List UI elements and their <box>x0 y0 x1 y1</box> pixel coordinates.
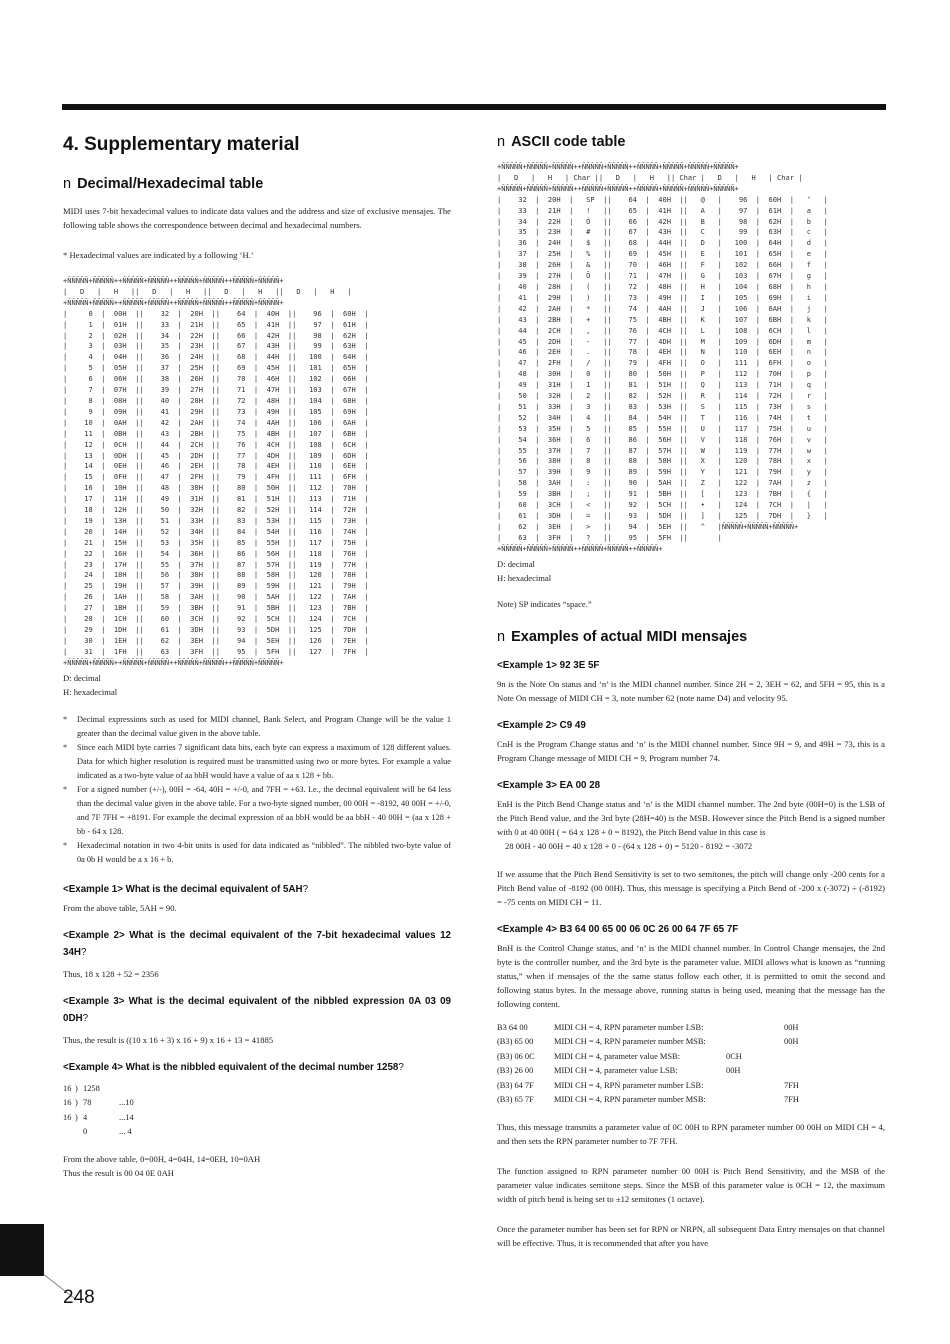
midi-example-4-body-2: Thus, this message transmits a parameter value of 0C 00H to RPN parameter number 00 00H on MIDI CH = 4, and then sets the RPN parameter number to 7F 7FH. <box>497 1121 885 1146</box>
example-1-body: From the above table, 5AH = 90. <box>63 902 177 913</box>
rpn-row: B3 64 00 MIDI CH = 4, RPN parameter number LSB: 00H <box>497 1022 799 1032</box>
rpn-row: (B3) 65 7F MIDI CH = 4, RPN parameter number MSB: 7FH <box>497 1095 799 1105</box>
page-number: 248 <box>63 1287 95 1308</box>
division-row: 0 ... 4 <box>83 1127 132 1137</box>
dec-hex-table: +ÑÑÑÑÑ+ÑÑÑÑÑ++ÑÑÑÑÑ+ÑÑÑÑÑ++ÑÑÑÑÑ+ÑÑÑÑÑ++ÑÑÑÑÑ+ÑÑÑÑÑ+ | D | H || D | H || D | H || D | H | +ÑÑÑÑÑ+ÑÑÑÑÑ++ÑÑÑÑÑ+ÑÑÑÑÑ++ÑÑÑÑÑ+ÑÑÑÑÑ++ÑÑÑÑÑ+ÑÑÑÑÑ+ | 0 | 00H || 32 | 20H || 64 | 40H || 96 | 60H | | 1 | 01H || 33 | 21H || 65 | 41H || 97 | 61H | | 2 | 02H || 34 | 22H || 66 | 42H || 98 | 62H | | 3 | 03H || 35 | 23H || 67 | 43H || 99 | 63H | | 4 | 04H || 36 | 24H || 68 | 44H || 100 | 64H | | 5 | 05H || 37 | 25H || 69 | 45H || 101 | 65H | | 6 | 06H || 38 | 26H || 70 | 46H || 102 | 66H | | 7 | 07H || 39 | 27H || 71 | 47H || 103 | 67H | | 8 | 08H || 40 | 28H || 72 | 48H || 104 | 68H | | 9 | 09H || 41 | 29H || 73 | 49H || 105 | 69H | | 10 | 0AH || 42 | 2AH || 74 | 4AH || 106 | 6AH | | 11 | 0BH || 43 | 2BH || 75 | 4BH || 107 | 6BH | | 12 | 0CH || 44 | 2CH || 76 | 4CH || 108 | 6CH | | 13 | 0DH || 45 | 2DH || 77 | 4DH || 109 | 6DH | | 14 | 0EH || 46 | 2EH || 78 | 4EH || 110 | 6EH | | 15 | 0FH || 47 | 2FH || 79 | 4FH || 111 | 6FH | | 16 | 10H || 48 | 30H || 80 | 50H || 112 | 70H | | 17 | 11H || 49 | 31H || 81 | 51H || 113 | 71H | | 18 | 12H || 50 | 32H || 82 | 52H || 114 | 72H | | 19 | 13H || 51 | 33H || 83 | 53H || 115 | 73H | | 20 | 14H || 52 | 34H || 84 | 54H || 116 | 74H | | 21 | 15H || 53 | 35H || 85 | 55H || 117 | 75H | | 22 | 16H || 54 | 36H || 86 | 56H || 118 | 76H | | 23 | 17H || 55 | 37H || 87 | 57H || 119 | 77H | | 24 | 18H || 56 | 38H || 88 | 58H || 120 | 78H | | 25 | 19H || 57 | 39H || 89 | 59H || 121 | 79H | | 26 | 1AH || 58 | 3AH || 90 | 5AH || 122 | 7AH | | 27 | 1BH || 59 | 3BH || 91 | 5BH || 123 | 7BH | | 28 | 1CH || 60 | 3CH || 92 | 5CH || 124 | 7CH | | 29 | 1DH || 61 | 3DH || 93 | 5DH || 125 | 7DH | | 30 | 1EH || 62 | 3EH || 94 | 5EH || 126 | 7EH | | 31 | 1FH || 63 | 3FH || 95 | 5FH || 127 | 7FH | +ÑÑÑÑÑ+ÑÑÑÑÑ++ÑÑÑÑÑ+ÑÑÑÑÑ++ÑÑÑÑÑ+ÑÑÑÑÑ++ÑÑÑÑÑ+ÑÑÑÑÑ+ <box>63 276 369 667</box>
division-row: 16 ) 1258 <box>63 1083 100 1093</box>
ascii-table: +ÑÑÑÑÑ+ÑÑÑÑÑ+ÑÑÑÑÑ++ÑÑÑÑÑ+ÑÑÑÑÑ++ÑÑÑÑÑ+ÑÑÑÑÑ+ÑÑÑÑÑ+ÑÑÑÑÑ+ | D | H | Char || D | H || Char | D | H | Char | +ÑÑÑÑÑ+ÑÑÑÑÑ+ÑÑÑÑÑ++ÑÑÑÑÑ+ÑÑÑÑÑ++ÑÑÑÑÑ+ÑÑÑÑÑ+ÑÑÑÑÑ+ÑÑÑÑÑ+ | 32 | 20H | SP || 64 | 40H || @ | 96 | 60H | ‘ | | 33 | 21H | ! || 65 | 41H || A | 97 | 61H | a | | 34 | 22H | Ò || 66 | 42H || B | 98 | 62H | b | | 35 | 23H | # || 67 | 43H || C | 99 | 63H | c | | 36 | 24H | $ || 68 | 44H || D | 100 | 64H | d | | 37 | 25H | % || 69 | 45H || E | 101 | 65H | e | | 38 | 26H | & || 70 | 46H || F | 102 | 66H | f | | 39 | 27H | Õ || 71 | 47H || G | 103 | 67H | g | | 40 | 28H | ( || 72 | 48H || H | 104 | 68H | h | | 41 | 29H | ) || 73 | 49H || I | 105 | 69H | i | | 42 | 2AH | * || 74 | 4AH || J | 106 | 6AH | j | | 43 | 2BH | + || 75 | 4BH || K | 107 | 6BH | k | | 44 | 2CH | , || 76 | 4CH || L | 108 | 6CH | l | | 45 | 2DH | - || 77 | 4DH || M | 109 | 6DH | m | | 46 | 2EH | . || 78 | 4EH || N | 110 | 6EH | n | | 47 | 2FH | / || 79 | 4FH || O | 111 | 6FH | o | | 48 | 30H | 0 || 80 | 50H || P | 112 | 70H | p | | 49 | 31H | 1 || 81 | 51H || Q | 113 | 71H | q | | 50 | 32H | 2 || 82 | 52H || R | 114 | 72H | r | | 51 | 33H | 3 || 83 | 53H || S | 115 | 73H | s | | 52 | 34H | 4 || 84 | 54H || T | 116 | 74H | t | | 53 | 35H | 5 || 85 | 55H || U | 117 | 75H | u | | 54 | 36H | 6 || 86 | 56H || V | 118 | 76H | v | | 55 | 37H | 7 || 87 | 57H || W | 119 | 77H | w | | 56 | 38H | 8 || 88 | 58H || X | 120 | 78H | x | | 57 | 39H | 9 || 89 | 59H || Y | 121 | 79H | y | | 58 | 3AH | : || 90 | 5AH || Z | 122 | 7AH | z | | 59 | 3BH | ; || 91 | 5BH || [ | 123 | 7BH | { | | 60 | 3CH | < || 92 | 5CH || • | 124 | 7CH | | | | 61 | 3DH | = || 93 | 5DH || ] | 125 | 7DH | } | | 62 | 3EH | > || 94 | 5EH || ^ |ÑÑÑÑÑ+ÑÑÑÑÑ+ÑÑÑÑÑ+ | 63 | 3FH | ? || 95 | 5FH || | +ÑÑÑÑÑ+ÑÑÑÑÑ+ÑÑÑÑÑ++ÑÑÑÑÑ+ÑÑÑÑÑ++ÑÑÑÑÑ+ <box>497 162 828 553</box>
left-column <box>63 128 451 1180</box>
top-rule <box>62 104 886 110</box>
example-2-heading: <Example 2> What is the decimal equivalent of the 7-bit hexadecimal values 12 34H? <box>63 929 451 958</box>
midi-example-4-heading: <Example 4> B3 64 00 65 00 06 0C 26 00 64 7F 65 7F <box>497 923 739 935</box>
legend-hexadecimal: H: hexadecimal <box>497 572 552 583</box>
example-4-heading: <Example 4> What is the nibbled equivalent of the decimal number 1258? <box>63 1061 404 1073</box>
rpn-row: (B3) 64 7F MIDI CH = 4, RPN parameter number LSB: 7FH <box>497 1080 799 1090</box>
footnote: * Decimal expressions such as used for MIDI channel, Bank Select, and Program Change will be the value 1 greater than the decimal value given in the above table. <box>63 713 451 741</box>
page-tab-marker <box>0 1224 44 1276</box>
midi-example-2-body: CnH is the Program Change status and ‘n’ is the MIDI channel number. Since 9H = 9, and 49H = 73, this is a Program Change message of MIDI CH = 9, Program number 74. <box>497 738 885 763</box>
intro-paragraph: MIDI uses 7-bit hexadecimal values to indicate data values and the address and size of exclusive mensajes. The following table shows the correspondence between decimal and hexadecimal numbers. <box>63 206 451 230</box>
legend-hexadecimal: H: hexadecimal <box>63 686 118 697</box>
division-row: 16 ) 78 ...10 <box>63 1098 134 1108</box>
example-1-heading: <Example 1> What is the decimal equivalent of 5AH? <box>63 883 309 895</box>
section-heading-ascii: n ASCII code table <box>497 134 626 150</box>
midi-example-3-body-2: If we assume that the Pitch Bend Sensitivity is set to two semitones, the pitch will change only -200 cents for a Pitch Bend value of -8192 (00 00H). Thus, this message is specifying a Pitch Bend of -200 x (-3072) ÷ (-8192) = -75 cents on MIDI CH = 11. <box>497 868 885 907</box>
footnote: * Hexadecimal notation in two 4-bit units is used for data indicated as “nibbled”. The nibbled two-byte value of 0a 0b H would be a x 16 + b. <box>63 839 451 867</box>
example-4-body: From the above table, 0=00H, 4=04H, 14=0EH, 10=0AH <box>63 1153 261 1164</box>
rpn-row: (B3) 26 00 MIDI CH = 4, parameter value LSB: 00H <box>497 1066 741 1076</box>
page-title: 4. Supplementary material <box>63 134 300 155</box>
footnote: * Since each MIDI byte carries 7 significant data bits, each byte can express a maximum of 128 different values. Data for which higher resolution is required must be transmitted using two or more bytes. For example a value indicated as a two-byte value of aa bbH would have a value of aa x 128 + bb. <box>63 741 451 783</box>
example-3-body: Thus, the result is ((10 x 16 + 3) x 16 + 9) x 16 + 13 = 41885 <box>63 1034 274 1045</box>
right-column <box>497 128 885 1260</box>
footnote: * For a signed number (+/-), 00H = -64, 40H = +/-0, and 7FH = +63. I.e., the decimal equivalent will be 64 less than the decimal value given in the above table. For a two-byte signed number, 00 00H = -8192, 40 00H = +/-0, and 7F 7FH = +8191. For example the decimal expression of aa bbH would be aa bbH - 40 00H = (aa x 128 + bb - 64 x 128. <box>63 783 451 839</box>
midi-example-1-heading: <Example 1> 92 3E 5F <box>497 659 600 671</box>
rpn-table <box>497 1021 800 1108</box>
midi-example-4-body: BnH is the Control Change status, and ‘n’ is the MIDI channel number. In Control Change mensajes, the 2nd byte is the controller number, and the 3rd byte is the parameter value. MIDI allows what is known as “running status,” when if mensajes of the the same status follow each other, it is permitted to omit the second and following status bytes. In the message above, running status is being used, meaning that the message has the following content. <box>497 942 885 1009</box>
example-3-heading: <Example 3> What is the decimal equivalent of the nibbled expression 0A 03 09 0DH? <box>63 995 451 1024</box>
division-row: 16 ) 4 ...14 <box>63 1112 134 1122</box>
midi-example-4-body-3: The function assigned to RPN parameter number 00 00H is Pitch Bend Sensitivity, and the MSB of the parameter value indicates semitone steps. Since the MSB of this parameter value is 0CH = 12, the maximum width of pitch bend is being set to ±12 semitones (1 octave). <box>497 1165 885 1204</box>
section-bullet: n <box>63 176 72 192</box>
rpn-row: (B3) 65 00 MIDI CH = 4, RPN parameter number MSB: 00H <box>497 1037 799 1047</box>
sp-note: Note) SP indicates “space.” <box>497 598 592 609</box>
hex-note: * Hexadecimal values are indicated by a following ‘H.’ <box>63 250 254 260</box>
example-4-result: Thus the result is 00 04 0E 0AH <box>63 1167 174 1178</box>
pitch-bend-formula: 28 00H - 40 00H = 40 x 128 + 0 - (64 x 128 + 0) = 5120 - 8192 = -3072 <box>505 840 753 851</box>
example-2-body: Thus, 18 x 128 + 52 = 2356 <box>63 968 159 979</box>
legend-decimal: D: decimal <box>497 558 535 569</box>
section-heading-examples: n Examples of actual MIDI mensajes <box>497 628 748 645</box>
midi-example-3-heading: <Example 3> EA 00 28 <box>497 779 601 791</box>
long-division <box>63 1082 451 1140</box>
midi-example-4-body-4: Once the parameter number has been set for RPN or NRPN, all subsequent Data Entry mensajes on that channel will be effective. Thus, it is recommended that after you have <box>497 1223 885 1248</box>
midi-example-1-body: 9n is the Note On status and ‘n’ is the MIDI channel number. Since 2H = 2, 3EH = 62, and 5FH = 95, this is a Note On message of MIDI CH = 3, note number 62 (note name D4) and velocity 95. <box>497 678 885 703</box>
rpn-row: (B3) 06 0C MIDI CH = 4, parameter value MSB: 0CH <box>497 1051 742 1061</box>
section-heading-dec-hex: n Decimal/Hexadecimal table <box>63 176 264 192</box>
legend-decimal: D: decimal <box>63 672 101 683</box>
midi-example-3-body: EnH is the Pitch Bend Change status and ‘n’ is the MIDI channel number. The 2nd byte (00H=0) is the LSB of the Pitch Bend value, and the 3rd byte (28H=40) is the MSB. However since the Pitch Bend is a signed number with 0 at 40 00H ( = 64 x 128 + 0 = 8192), the Pitch Bend value in this case is <box>497 798 885 837</box>
midi-example-2-heading: <Example 2> C9 49 <box>497 719 586 731</box>
